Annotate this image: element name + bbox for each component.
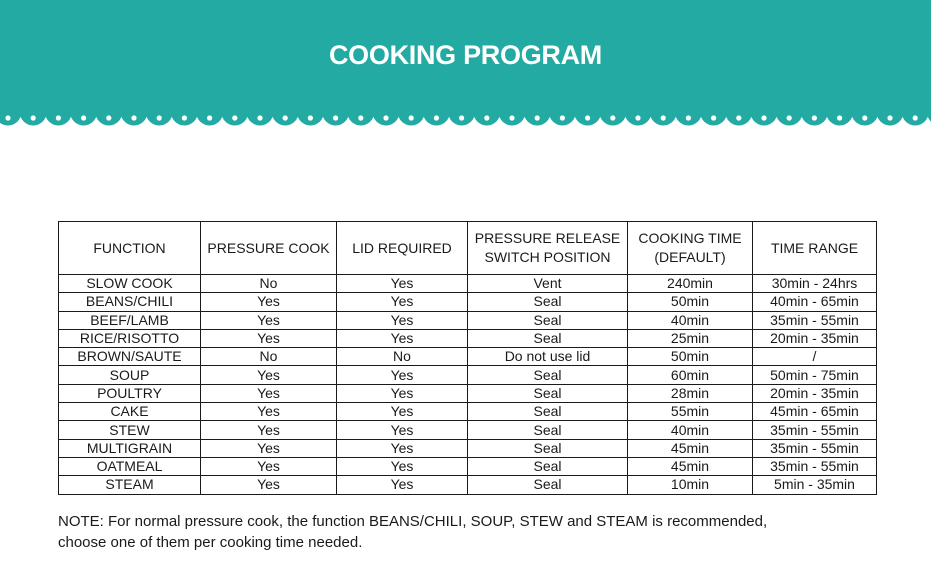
col-header-pressure-release <box>468 222 628 275</box>
footnote <box>58 511 858 553</box>
cell-time-range: 20min - 35min <box>753 384 877 402</box>
header-text: PRESSURE COOK <box>207 239 330 256</box>
scallop-dot <box>31 115 36 120</box>
cell-function: RICE/RISOTTO <box>59 329 201 347</box>
cell-time-range: 35min - 55min <box>753 457 877 475</box>
scallop <box>196 99 223 126</box>
cell-lid-required: Yes <box>337 476 468 494</box>
scallop <box>524 99 551 126</box>
cell-function: SOUP <box>59 366 201 384</box>
scallop-dot <box>661 115 666 120</box>
cell-pressure-cook: Yes <box>201 366 337 384</box>
scallop <box>625 99 652 126</box>
cell-release-position: Seal <box>468 293 628 311</box>
cell-cooking-time: 60min <box>628 366 753 384</box>
scallop <box>221 99 248 126</box>
scallop-dot <box>585 115 590 120</box>
cell-time-range: 35min - 55min <box>753 439 877 457</box>
scallop-dot <box>509 115 514 120</box>
cell-cooking-time: 25min <box>628 329 753 347</box>
scallop-dot <box>283 115 288 120</box>
scallop <box>373 99 400 126</box>
scallop-dot <box>787 115 792 120</box>
table-row <box>59 476 877 494</box>
scallop-dot <box>610 115 615 120</box>
cell-release-position: Seal <box>468 421 628 439</box>
header-text: LID REQUIRED <box>352 239 452 256</box>
col-header-pressure-cook <box>201 222 337 275</box>
cell-lid-required: Yes <box>337 275 468 293</box>
note-line-2: choose one of them per cooking time needed. <box>58 534 363 551</box>
cell-function: BROWN/SAUTE <box>59 348 201 366</box>
scallop-dot <box>182 115 187 120</box>
scallop <box>171 99 198 126</box>
table-row <box>59 329 877 347</box>
scallop <box>347 99 374 126</box>
scallop <box>776 99 803 126</box>
scallop-dot <box>434 115 439 120</box>
col-header-lid-required <box>337 222 468 275</box>
col-header-cooking-time <box>628 222 753 275</box>
col-header-function <box>59 222 201 275</box>
cell-function: SLOW COOK <box>59 275 201 293</box>
cell-function: MULTIGRAIN <box>59 439 201 457</box>
scallop-dot <box>913 115 918 120</box>
scallop <box>675 99 702 126</box>
cell-cooking-time: 45min <box>628 457 753 475</box>
cell-release-position: Seal <box>468 476 628 494</box>
header-text-line1: PRESSURE RELEASE <box>474 230 621 246</box>
scallop-dot <box>459 115 464 120</box>
scallop <box>851 99 878 126</box>
cell-release-position: Seal <box>468 403 628 421</box>
scallop <box>826 99 853 126</box>
scallop <box>45 99 72 126</box>
cell-cooking-time: 55min <box>628 403 753 421</box>
scallop <box>121 99 148 126</box>
header-banner <box>0 0 931 120</box>
cell-release-position: Do not use lid <box>468 348 628 366</box>
scallop <box>20 99 47 126</box>
scallop <box>574 99 601 126</box>
cell-lid-required: Yes <box>337 421 468 439</box>
note-line-1: NOTE: For normal pressure cook, the function BEANS/CHILI, SOUP, STEW and STEAM is recommended, <box>58 513 768 530</box>
scallop <box>322 99 349 126</box>
cell-lid-required: Yes <box>337 311 468 329</box>
cell-lid-required: Yes <box>337 329 468 347</box>
cell-time-range: 35min - 55min <box>753 311 877 329</box>
header-text-line1: COOKING TIME <box>638 230 742 246</box>
cell-release-position: Seal <box>468 384 628 402</box>
table-row <box>59 403 877 421</box>
scallop <box>70 99 97 126</box>
table-row <box>59 293 877 311</box>
scallop-dot <box>887 115 892 120</box>
cell-lid-required: Yes <box>337 384 468 402</box>
cell-function: STEAM <box>59 476 201 494</box>
scallop-dot <box>333 115 338 120</box>
cell-cooking-time: 40min <box>628 421 753 439</box>
scallop-dot <box>81 115 86 120</box>
scallop-dot <box>106 115 111 120</box>
cell-pressure-cook: Yes <box>201 439 337 457</box>
scallop <box>725 99 752 126</box>
cell-time-range: 5min - 35min <box>753 476 877 494</box>
cell-function: BEEF/LAMB <box>59 311 201 329</box>
table-body <box>59 275 877 495</box>
scallop <box>297 99 324 126</box>
cell-release-position: Seal <box>468 329 628 347</box>
table-row <box>59 366 877 384</box>
cell-release-position: Vent <box>468 275 628 293</box>
cell-release-position: Seal <box>468 457 628 475</box>
scallop-dot <box>383 115 388 120</box>
scallop-dot <box>5 115 10 120</box>
cell-time-range: 30min - 24hrs <box>753 275 877 293</box>
scallop-dot <box>157 115 162 120</box>
scallop <box>247 99 274 126</box>
cell-cooking-time: 45min <box>628 439 753 457</box>
scallop <box>751 99 778 126</box>
cell-lid-required: Yes <box>337 439 468 457</box>
scallop <box>650 99 677 126</box>
table-row <box>59 275 877 293</box>
cell-pressure-cook: No <box>201 275 337 293</box>
cell-pressure-cook: Yes <box>201 476 337 494</box>
cell-cooking-time: 50min <box>628 293 753 311</box>
scallop-dot <box>812 115 817 120</box>
cell-lid-required: Yes <box>337 403 468 421</box>
cell-function: CAKE <box>59 403 201 421</box>
scallop-dot <box>308 115 313 120</box>
cell-time-range: 45min - 65min <box>753 403 877 421</box>
scallop <box>473 99 500 126</box>
cell-lid-required: Yes <box>337 293 468 311</box>
scallop-dot <box>761 115 766 120</box>
scallop-dot <box>535 115 540 120</box>
scallop-dot <box>257 115 262 120</box>
cell-function: BEANS/CHILI <box>59 293 201 311</box>
scallop <box>398 99 425 126</box>
cell-lid-required: Yes <box>337 457 468 475</box>
cell-cooking-time: 10min <box>628 476 753 494</box>
scallop <box>877 99 904 126</box>
scallop-dot <box>837 115 842 120</box>
scallop <box>801 99 828 126</box>
col-header-time-range <box>753 222 877 275</box>
header-text-line2: (DEFAULT) <box>654 249 726 265</box>
scallop-dot <box>358 115 363 120</box>
scallop <box>700 99 727 126</box>
scallop-dot <box>131 115 136 120</box>
cell-pressure-cook: Yes <box>201 329 337 347</box>
cell-pressure-cook: Yes <box>201 311 337 329</box>
cell-time-range: 50min - 75min <box>753 366 877 384</box>
scallop-dot <box>56 115 61 120</box>
scallop-dot <box>484 115 489 120</box>
table-row <box>59 439 877 457</box>
scallop <box>95 99 122 126</box>
cell-cooking-time: 50min <box>628 348 753 366</box>
scallop-dot <box>686 115 691 120</box>
header-text-line2: SWITCH POSITION <box>484 249 611 265</box>
cell-cooking-time: 40min <box>628 311 753 329</box>
scallop <box>499 99 526 126</box>
cell-pressure-cook: Yes <box>201 384 337 402</box>
scallop-dot <box>560 115 565 120</box>
scallop-dot <box>232 115 237 120</box>
scallop <box>448 99 475 126</box>
scallop-dot <box>635 115 640 120</box>
table-row <box>59 311 877 329</box>
scallop <box>146 99 173 126</box>
cell-time-range: 20min - 35min <box>753 329 877 347</box>
cell-cooking-time: 28min <box>628 384 753 402</box>
cell-time-range: 35min - 55min <box>753 421 877 439</box>
header-text: FUNCTION <box>93 239 166 256</box>
table-header-row <box>59 222 877 275</box>
cell-function: POULTRY <box>59 384 201 402</box>
cell-pressure-cook: No <box>201 348 337 366</box>
cell-release-position: Seal <box>468 439 628 457</box>
cell-time-range: / <box>753 348 877 366</box>
cell-time-range: 40min - 65min <box>753 293 877 311</box>
table-row <box>59 384 877 402</box>
cooking-program-table <box>58 221 877 495</box>
cell-pressure-cook: Yes <box>201 403 337 421</box>
table-row <box>59 421 877 439</box>
scallop-dot <box>862 115 867 120</box>
cell-release-position: Seal <box>468 366 628 384</box>
scallop <box>423 99 450 126</box>
scallop-dot <box>207 115 212 120</box>
scallop-dot <box>711 115 716 120</box>
header-text: TIME RANGE <box>770 239 859 256</box>
cell-release-position: Seal <box>468 311 628 329</box>
cell-function: OATMEAL <box>59 457 201 475</box>
scallop <box>549 99 576 126</box>
scallop <box>902 99 929 126</box>
cell-lid-required: Yes <box>337 366 468 384</box>
scallop-dot <box>736 115 741 120</box>
scallop <box>599 99 626 126</box>
table-row <box>59 348 877 366</box>
cell-pressure-cook: Yes <box>201 293 337 311</box>
cell-function: STEW <box>59 421 201 439</box>
cell-pressure-cook: Yes <box>201 421 337 439</box>
table-row <box>59 457 877 475</box>
page-title: COOKING PROGRAM <box>328 40 602 70</box>
cell-lid-required: No <box>337 348 468 366</box>
cell-pressure-cook: Yes <box>201 457 337 475</box>
scallop-dot <box>409 115 414 120</box>
scallop <box>272 99 299 126</box>
cell-cooking-time: 240min <box>628 275 753 293</box>
